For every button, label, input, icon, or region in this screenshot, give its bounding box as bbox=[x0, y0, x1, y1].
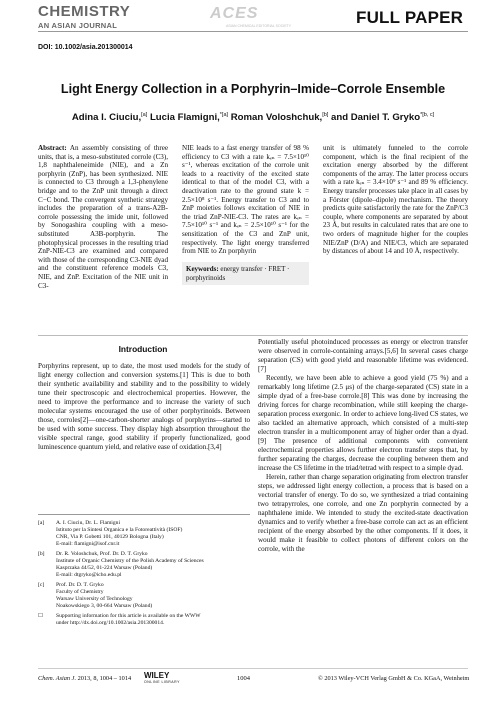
aces-logo: ACES bbox=[210, 5, 259, 22]
abstract-column-3: unit is ultimately funneled to the corrole component, which is the final recipient of the excitation energy absorbed by the different components of the array. The latter process occurs with a rate kₑₙ = 3.4×10⁹ s⁻¹ and 89 % efficiency. Energy transfer processes take place in all cases by a Förster (dipole–dipole) mechanism. The theory predicts quite satisfactorily the rate for the ZnP/C3 couple, where components are separated by about 23 Å, but results in calculated rates that are one to two orders of magnitude higher for the couples NIE/ZnP (D/A) and NIE/C3, which are separated by distances of about 14 and 10 Å, respectively. bbox=[323, 144, 468, 256]
author-name: and Daniel T. Gryko bbox=[331, 112, 421, 124]
journal-name: CHEMISTRY bbox=[38, 3, 131, 20]
page-number: 1004 bbox=[237, 675, 250, 682]
footnote-line: Kasprzaka 44/52, 01-224 Warsaw (Poland) bbox=[56, 565, 153, 571]
author-name: Adina I. Ciuciu, bbox=[71, 112, 142, 124]
supporting-info-note bbox=[38, 613, 250, 627]
author-name: Roman Voloshchuk, bbox=[230, 112, 323, 124]
footnote-key: [c] bbox=[38, 582, 45, 588]
author-affiliation: *[a] bbox=[219, 112, 229, 118]
body-column-2 bbox=[258, 338, 468, 554]
footer-rule bbox=[38, 668, 468, 669]
footnote-line: Prof. Dr. D. T. Gryko bbox=[56, 582, 104, 588]
journal-logo bbox=[38, 4, 130, 30]
abstract-label: Abstract: bbox=[38, 144, 67, 152]
paragraph: Porphyrins represent, up to date, the most used models for the study of light energy collection and conversion systems.[1] This is due to both their synthetic availability and stability and to the possibility to widely tune their spectroscopic and electrochemical properties. However, the need to improve the performance and to increase the variety of such molecular systems encouraged the use of other porphyrinoids. Between those, corroles[2]—one-carbon-shorter analogs of porphyrins—started to be used with some success. They display high absorption throughout the visible spectral range, good stability if properly functionalized, good luminescence quantum yield, and relative ease of oxidation.[3,4] bbox=[38, 362, 250, 451]
footnote bbox=[38, 520, 250, 548]
section-label: FULL PAPER bbox=[356, 8, 464, 27]
author-list bbox=[38, 112, 468, 123]
header-rule bbox=[38, 31, 468, 32]
footnote-line: CNR, Via P. Gobetti 101, 40129 Bologna (Italy) bbox=[56, 534, 164, 540]
wiley-logo-text: WILEY bbox=[144, 671, 170, 680]
journal-subtitle: AN ASIAN JOURNAL bbox=[38, 21, 118, 30]
footnote-line: Noakowskiego 3, 00-664 Warsaw (Poland) bbox=[56, 603, 153, 609]
article-title: Light Energy Collection in a Porphyrin–Imide–Corrole Ensemble bbox=[60, 82, 446, 96]
keywords-text: energy transfer · FRET · porphyrinoids bbox=[186, 265, 290, 282]
doi[interactable]: DOI: 10.1002/asia.201300014 bbox=[38, 44, 133, 51]
paragraph: Potentially useful photoinduced processes as energy or electron transfer were observed in corrole-containing arrays.[5,6] In several cases charge separation (CS) with good yield and reasonable lifetime was evidenced.[7] bbox=[258, 338, 468, 373]
abstract-column-1 bbox=[38, 144, 168, 290]
author-affiliation: *[b, c] bbox=[420, 112, 435, 118]
author-affiliation: [a] bbox=[141, 112, 148, 118]
footnote-line: Istituto per la Sintesi Organica e la Fotoreattività (ISOF) bbox=[56, 527, 183, 533]
author-name: Lucia Flamigni, bbox=[149, 112, 220, 124]
footnote-email[interactable]: E-mail: dtgryko@icho.edu.pl bbox=[56, 572, 122, 578]
footnote-line: Institute of Organic Chemistry of the Polish Academy of Sciences bbox=[56, 558, 204, 564]
footnote bbox=[38, 582, 250, 610]
affiliation-footnotes bbox=[38, 520, 250, 630]
keywords-box bbox=[182, 262, 309, 285]
footnote-line: Dr. R. Voloshchuk, Prof. Dr. D. T. Gryko bbox=[56, 551, 148, 557]
footnote-rule bbox=[38, 514, 250, 515]
abstract-text: An assembly consisting of three units, that is, a meso-substituted corrole (C3), 1,8 naphthaleneimide (NIE), and a Zn porphyrin (ZnP), has been synthesized. NIE is connected to C3 through a 1,3-phenylene bridge and to the ZnP unit through a direct C−C bond. The convergent synthetic strategy includes the preparation of a trans-A2B-corrole possessing the imide unit, followed by Sonogashira coupling with a meso-substituted A3B-porphyrin. The photophysical processes in the resulting triad ZnP-NIE-C3 are examined and compared with those of the corresponding C3-NIE dyad and the constituent reference models C3, NIE, and ZnP. Excitation of the NIE unit in C3- bbox=[38, 144, 168, 290]
footnote-key: [b] bbox=[38, 551, 45, 557]
body-column-1 bbox=[38, 362, 250, 452]
abstract-column-2: NIE leads to a fast energy transfer of 98 % efficiency to C3 with a rate kₑₙ = 7.5×10¹⁰ s⁻¹, whereas excitation of the corrole unit leads to a reactivity of the excited state identical to that of the model C3, with a deactivation rate to the ground state k = 2.5×10⁸ s⁻¹. Energy transfer to C3 and to ZnP moieties follows excitation of NIE in the triad ZnP-NIE-C3. The rates are kₑₙ = 7.5×10¹⁰ s⁻¹ and kₑₙ = 2.5×10¹⁰ s⁻¹ for the sensitization of the C3 and ZnP unit, respectively. The light energy transferred from NIE to Zn porphyrin bbox=[182, 144, 309, 256]
section-heading-introduction: Introduction bbox=[118, 344, 168, 354]
paragraph: Recently, we have been able to achieve a good yield (75 %) and a remarkably long lifetime (2.5 μs) of the charge-separated (CS) state in a simple dyad of a free-base corrole.[8] This was done by increasing the driving forces for charge recombination, while still keeping the charge-separation process exergonic. In order to achieve long-lived CS states, we also tackled an alternative approach, which consisted of a multi-step electron transfer in a multicomponent array of higher order than a dyad.[9] The presence of additional components with convenient electrochemical properties allows further electron transfer steps that, by further separating the charges, decrease the coupling between them and increase the CS lifetime in the triad/tetrad with respect to a simple dyad. bbox=[258, 374, 468, 472]
abstract-separator bbox=[38, 335, 468, 336]
keywords-label: Keywords: bbox=[186, 265, 219, 273]
supporting-info-link[interactable]: under http://dx.doi.org/10.1002/asia.201300014. bbox=[56, 620, 165, 626]
author-affiliation: [b] bbox=[322, 112, 329, 118]
footnote-line: Supporting information for this article is available on the WWW bbox=[56, 613, 201, 619]
citation bbox=[38, 675, 131, 682]
footnote-line: Faculty of Chemistry bbox=[56, 589, 104, 595]
wiley-logo-subtitle: ONLINE LIBRARY bbox=[144, 680, 180, 684]
footnote bbox=[38, 551, 250, 579]
footnote-key: [a] bbox=[38, 520, 45, 526]
footnote-line: A. I. Ciuciu, Dr. L. Flamigni bbox=[56, 520, 121, 526]
citation-journal: Chem. Asian J. bbox=[38, 675, 77, 682]
footnote-line: Warsaw University of Technology bbox=[56, 596, 133, 602]
paragraph: Herein, rather than charge separation originating from electron transfer steps, we addressed light energy collection, a process that is based on a vectorial transfer of energy. To do so, we synthesized a triad containing two tetrapyrroles, one corrole, and one Zn porphyrin connected by a naphthalene imide. We intended to study the excited-state deactivation dynamics and to verify whether a free-base corrole can act as an efficient recipient of the energy absorbed by the other components. If it does, it would make it feasible to collect photons of different colors on the corrole, with the bbox=[258, 473, 468, 553]
copyright: © 2013 Wiley-VCH Verlag GmbH & Co. KGaA, Weinheim bbox=[318, 675, 470, 682]
citation-details: 2013, 8, 1004 – 1014 bbox=[76, 675, 132, 682]
footnote-email[interactable]: E-mail: flamigni@isof.cnr.it bbox=[56, 541, 120, 547]
aces-subtitle: ASIAN CHEMICAL EDITORIAL SOCIETY bbox=[226, 24, 292, 28]
wiley-logo[interactable] bbox=[144, 671, 180, 684]
supporting-info-icon: ☐ bbox=[38, 613, 44, 619]
